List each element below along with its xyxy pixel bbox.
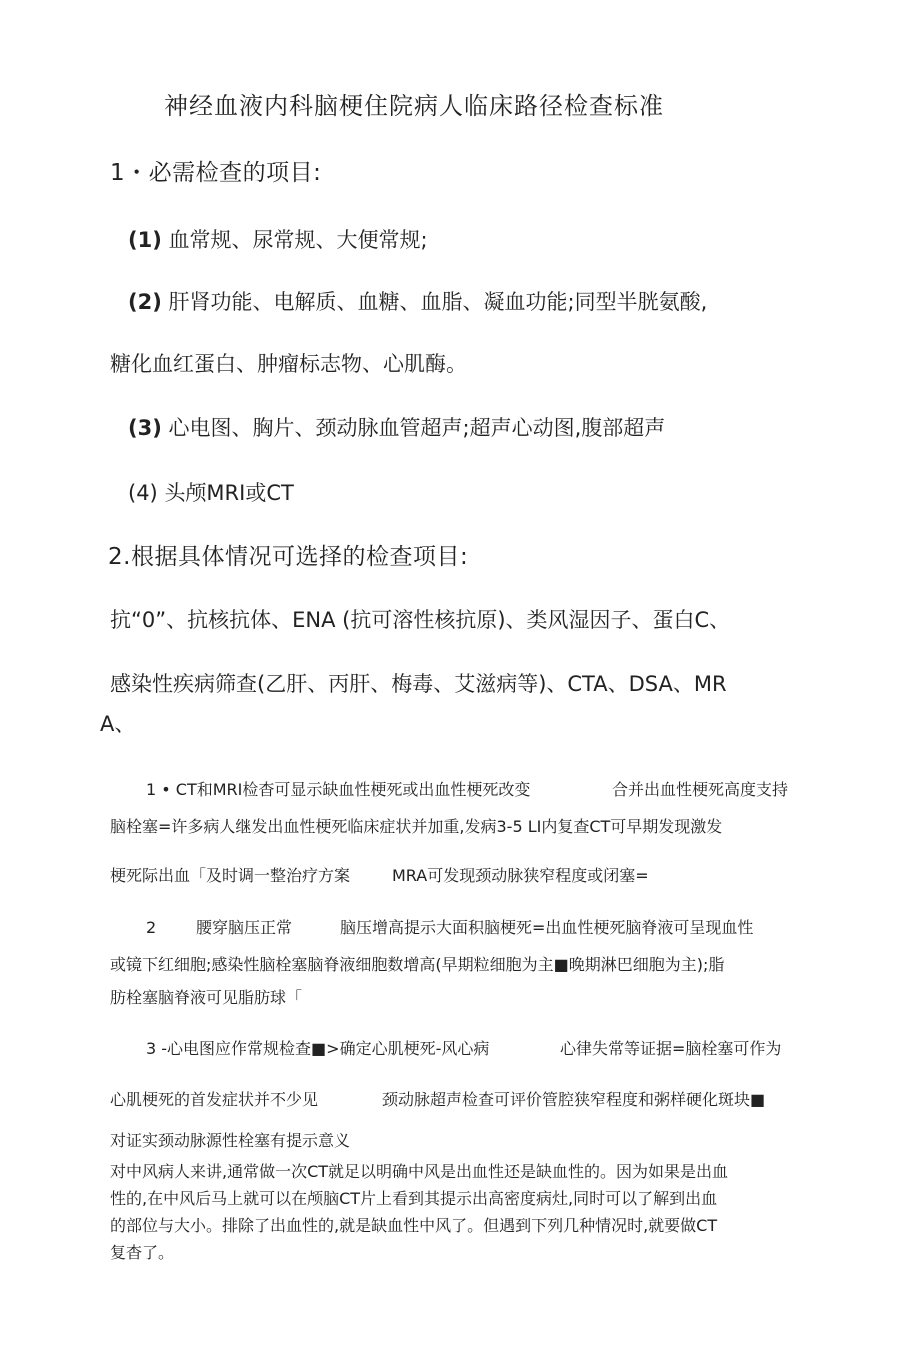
note1-line: 梗死际出血「及时调一整治疗方案: [110, 866, 351, 885]
section2-line: A、: [100, 712, 136, 736]
item-number: (3): [128, 416, 162, 440]
item-number: (1): [128, 228, 162, 252]
item-text: 肝肾功能、电解质、血糖、血脂、凝血功能;同型半胱氨酸,: [168, 290, 708, 314]
note1-line: 合并出血性梗死高度支持: [612, 780, 789, 799]
section1-heading: 1・必需检查的项目:: [110, 160, 322, 186]
note1-line: MRA可发现颈动脉狭窄程度或闭塞=: [392, 866, 649, 885]
note2-line: 2: [146, 918, 157, 937]
list-item: [128, 228, 428, 253]
list-item: [128, 481, 294, 506]
item-text: 头颅MRI或CT: [164, 481, 294, 505]
list-item: [128, 416, 665, 441]
note2-line: 肪栓塞脑脊液可见脂肪球「: [110, 988, 303, 1007]
note2-line: 或镜下红细胞;感染性脑栓塞脑脊液细胞数增高(早期粒细胞为主■晚期淋巴细胞为主);脂: [110, 955, 725, 974]
paragraph-line: 的部位与大小。排除了出血性的,就是缺血性中风了。但遇到下列几种情况时,就要做CT: [110, 1216, 718, 1235]
section2-heading: 2.根据具体情况可选择的检查项目:: [108, 544, 469, 570]
document-title: 神经血液内科脑梗住院病人临床路径检查标准: [164, 92, 664, 120]
section2-line: 抗“0”、抗核抗体、ENA (抗可溶性核抗原)、类风湿因子、蛋白C、: [110, 608, 731, 632]
note3-line: 心肌梗死的首发症状并不少见: [110, 1090, 319, 1109]
note2-line: 脑压增高提示大面积脑梗死=出血性梗死脑脊液可呈现血性: [340, 918, 754, 937]
paragraph-line: 复杳了。: [110, 1243, 175, 1262]
item-text: 血常规、尿常规、大便常规;: [168, 228, 428, 252]
note3-line: 对证实颈动脉源性栓塞有提示意义: [110, 1131, 351, 1150]
note3-line: 颈动脉超声检查可评价管腔狭窄程度和粥样硬化斑块■: [382, 1090, 766, 1109]
item-text: 心电图、胸片、颈动脉血管超声;超声心动图,腹部超声: [168, 416, 666, 440]
note1-line: 1 • CT和MRI检杳可显示缺血性梗死或出血性梗死改变: [146, 780, 531, 799]
list-item: [128, 290, 707, 315]
item-number: (4): [128, 481, 158, 505]
item-number: (2): [128, 290, 162, 314]
list-item-continuation: 糖化血红蛋白、肿瘤标志物、心肌酶。: [110, 352, 467, 376]
note1-line: 脑栓塞=许多病人继发出血性梗死临床症状并加重,发病3-5 LI内复查CT可早期发现激发: [110, 817, 723, 836]
paragraph-line: 对中风病人来讲,通常做一次CT就足以明确中风是出血性还是缺血性的。因为如果是出血: [110, 1162, 729, 1181]
paragraph-line: 性的,在中风后马上就可以在颅脑CT片上看到其提示出高密度病灶,同时可以了解到出血: [110, 1189, 718, 1208]
note3-line: 心律失常等证据=脑栓塞可作为: [560, 1039, 782, 1058]
section2-line: 感染性疾病筛查(乙肝、丙肝、梅毒、艾滋病等)、CTA、DSA、MR: [110, 672, 727, 696]
note2-line: 腰穿脑压正常: [196, 918, 293, 937]
note3-line: 3 -心电图应作常规检查■>确定心肌梗死-风心病: [146, 1039, 490, 1058]
